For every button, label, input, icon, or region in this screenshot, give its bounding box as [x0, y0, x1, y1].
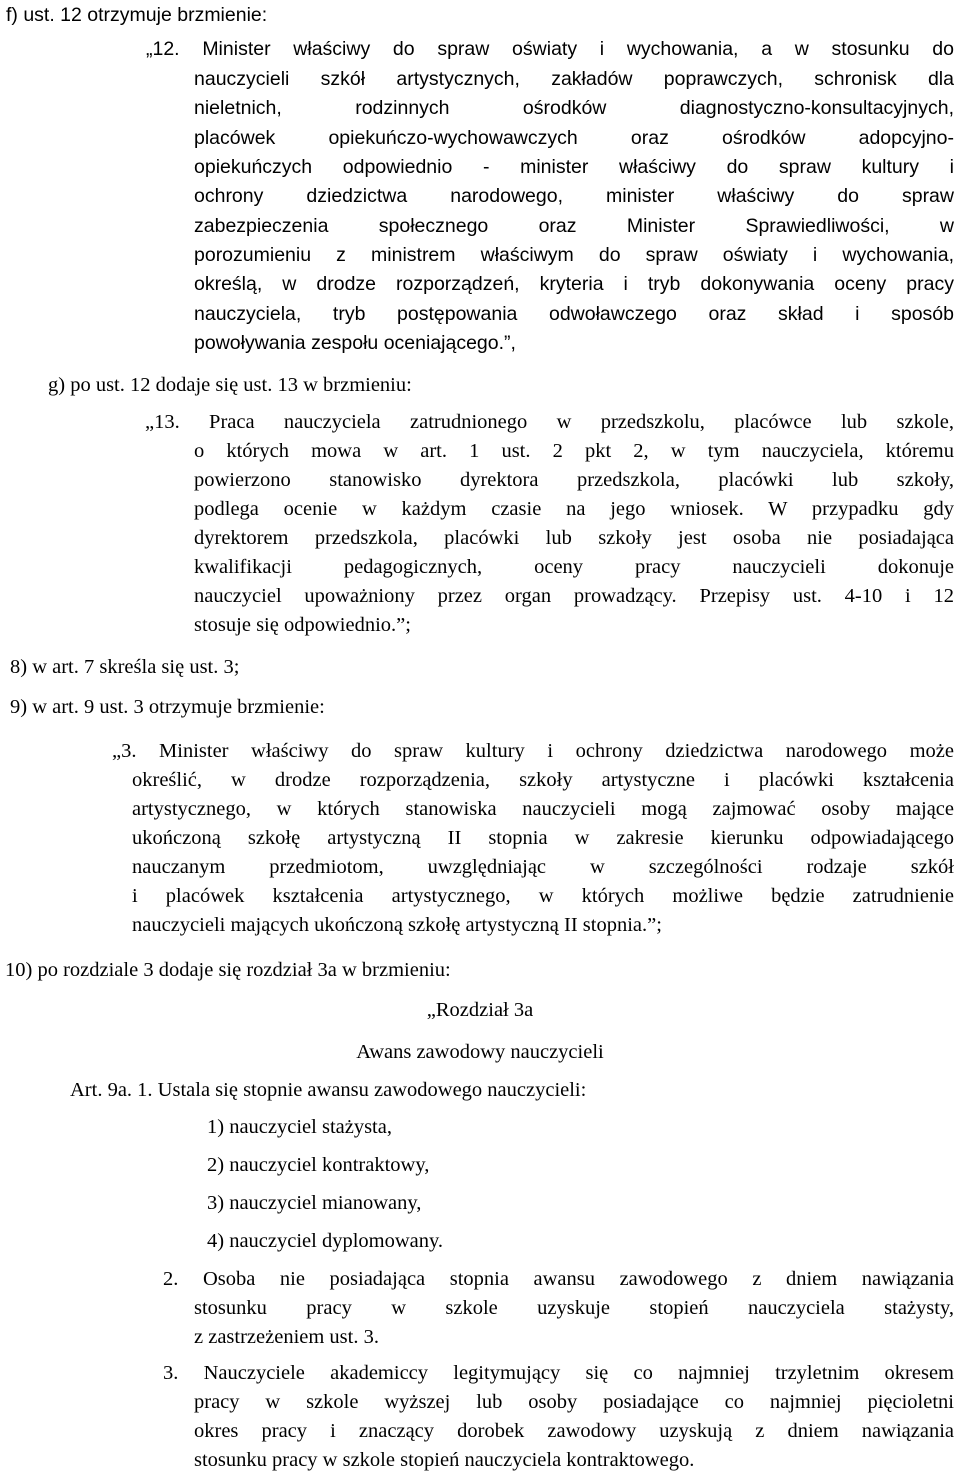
- list-item: 4) nauczyciel dyplomowany.: [207, 1230, 444, 1252]
- section-f-line: „12. Minister właściwy do spraw oświaty i wychowania, a w stosunku do: [146, 38, 954, 60]
- list-item: 3) nauczyciel mianowany,: [207, 1192, 422, 1214]
- section-f-line: określą, w drodze rozporządzeń, kryteria i tryb dokonywania oceny pracy: [194, 273, 954, 295]
- section-f-line: ochrony dziedzictwa narodowego, minister właściwy do spraw: [194, 185, 954, 207]
- list-item: 2) nauczyciel kontraktowy,: [207, 1154, 430, 1176]
- list-item: 1) nauczyciel stażysta,: [207, 1116, 392, 1138]
- article-9a-intro: Art. 9a. 1. Ustala się stopnie awansu zawodowego nauczycieli:: [70, 1079, 587, 1101]
- section-f-line: opiekuńczych odpowiednio - minister właściwy do spraw kultury i: [194, 156, 954, 178]
- point-9-line: „3. Minister właściwy do spraw kultury i ochrony dziedzictwa narodowego może: [112, 740, 954, 762]
- para-2-line: z zastrzeżeniem ust. 3.: [194, 1326, 379, 1348]
- point-9-heading: 9) w art. 9 ust. 3 otrzymuje brzmienie:: [10, 696, 325, 718]
- point-9-line: artystycznego, w których stanowiska nauczycieli mogą zajmować osoby mające: [132, 798, 954, 820]
- section-g-line: dyrektorem przedszkola, placówki lub szkoły jest osoba nie posiadająca: [194, 527, 954, 549]
- para-3-line: okres pracy i znaczący dorobek zawodowy uzyskują z dniem nawiązania: [194, 1420, 954, 1442]
- section-f-line: placówek opiekuńczo-wychowawczych oraz ośrodków adopcyjno-: [194, 127, 954, 149]
- point-8: 8) w art. 7 skreśla się ust. 3;: [10, 656, 240, 678]
- para-3-line: 3. Nauczyciele akademiccy legitymujący się co najmniej trzyletnim okresem: [163, 1362, 954, 1384]
- point-9-line: i placówek kształcenia artystycznego, w których możliwe będzie zatrudnienie: [132, 885, 954, 907]
- section-g-line: o których mowa w art. 1 ust. 2 pkt 2, w tym nauczyciela, któremu: [194, 440, 954, 462]
- section-f-line: zabezpieczenia społecznego oraz Minister Sprawiedliwości, w: [194, 215, 954, 237]
- section-g-line: kwalifikacji pedagogicznych, oceny pracy nauczycieli dokonuje: [194, 556, 954, 578]
- section-g-line: „13. Praca nauczyciela zatrudnionego w przedszkolu, placówce lub szkole,: [145, 411, 954, 433]
- point-9-line: ukończoną szkołę artystyczną II stopnia w zakresie kierunku odpowiadającego: [132, 827, 954, 849]
- point-9-line: określić, w drodze rozporządzenia, szkoły artystyczne i placówki kształcenia: [132, 769, 954, 791]
- section-g-line: nauczyciel upoważniony przez organ prowadzący. Przepisy ust. 4-10 i 12: [194, 585, 954, 607]
- section-g-heading: g) po ust. 12 dodaje się ust. 13 w brzmieniu:: [48, 374, 412, 396]
- section-f-heading: f) ust. 12 otrzymuje brzmienie:: [6, 4, 268, 26]
- para-2-line: 2. Osoba nie posiadająca stopnia awansu zawodowego z dniem nawiązania: [163, 1268, 954, 1290]
- section-g-line: stosuje się odpowiednio.”;: [194, 614, 411, 636]
- section-f-line: nauczyciela, tryb postępowania odwoławczego oraz skład i sposób: [194, 303, 954, 325]
- para-3-line: stosunku pracy w szkole stopień nauczyciela kontraktowego.: [194, 1449, 695, 1471]
- section-f-line: nauczycieli szkół artystycznych, zakładów poprawczych, schronisk dla: [194, 68, 954, 90]
- section-f-line: nieletnich, rodzinnych ośrodków diagnostyczno-konsultacyjnych,: [194, 97, 954, 119]
- section-g-line: podlega ocenie w każdym czasie na jego wniosek. W przypadku gdy: [194, 498, 954, 520]
- chapter-subtitle: Awans zawodowy nauczycieli: [356, 1041, 604, 1063]
- chapter-title: „Rozdział 3a: [426, 999, 534, 1021]
- point-9-line: nauczanym przedmiotom, uwzględniając w szczególności rodzaje szkół: [132, 856, 954, 878]
- section-f-line: porozumieniu z ministrem właściwym do spraw oświaty i wychowania,: [194, 244, 954, 266]
- point-10-heading: 10) po rozdziale 3 dodaje się rozdział 3a w brzmieniu:: [5, 959, 451, 981]
- section-g-line: powierzono stanowisko dyrektora przedszkola, placówki lub szkoły,: [194, 469, 954, 491]
- section-f-line: powoływania zespołu oceniającego.”,: [194, 332, 516, 354]
- para-3-line: pracy w szkole wyższej lub osoby posiadające co najmniej pięcioletni: [194, 1391, 954, 1413]
- para-2-line: stosunku pracy w szkole uzyskuje stopień nauczyciela stażysty,: [194, 1297, 954, 1319]
- point-9-line: nauczycieli mających ukończoną szkołę artystyczną II stopnia.”;: [132, 914, 662, 936]
